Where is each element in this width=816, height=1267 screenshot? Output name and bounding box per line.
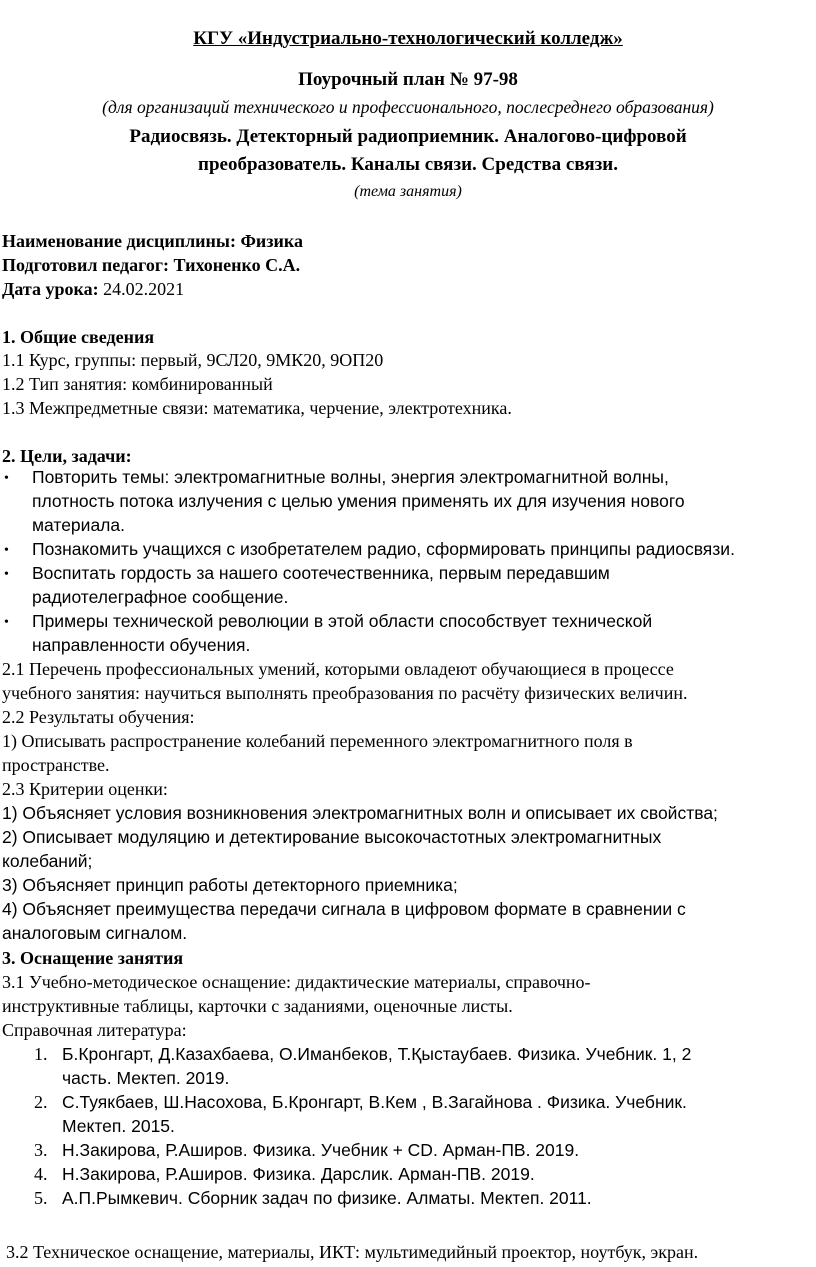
literature-number: 5. [34,1188,48,1208]
teacher: Подготовил педагог: Тихоненко С.А. [2,255,301,275]
p31-line: 3.1 Учебно-методическое оснащение: дидактические материалы, справочно- [2,972,591,992]
topic-line-2: преобразователь. Каналы связи. Средства связи. [198,154,618,175]
literature-line: часть. Мектеп. 2019. [62,1068,230,1088]
goal-bullet-line: радиотелеграфное сообщение. [32,587,289,607]
discipline: Наименование дисциплины: Физика [2,231,303,251]
section1-item: 1.3 Межпредметные связи: математика, черчение, электротехника. [2,398,512,418]
criterion-line: 4) Объясняет преимущества передачи сигнала в цифровом формате в сравнении с [2,899,686,919]
org-note: (для организаций технического и профессионального, послесреднего образования) [102,97,714,117]
bullet-marker: • [4,543,9,558]
criterion-line: колебаний; [2,851,93,871]
p31-line: инструктивные таблицы, карточки с заданиями, оценочные листы. [2,996,513,1016]
bullet-marker: • [4,471,9,486]
literature-line: А.П.Рымкевич. Сборник задач по физике. Алматы. Мектеп. 2011. [62,1188,592,1208]
section1-title: 1. Общие сведения [2,327,155,347]
section1-item: 1.2 Тип занятия: комбинированный [2,374,273,394]
literature-number: 2. [34,1092,48,1112]
literature-line: Б.Кронгарт, Д.Казахбаева, О.Иманбеков, Т.Қыстаубаев. Физика. Учебник. 1, 2 [62,1044,692,1064]
criterion-line: 3) Объясняет принцип работы детекторного приемника; [2,875,458,895]
p22-line: 1) Описывать распространение колебаний переменного электромагнитного поля в [2,731,633,751]
section3-title: 3. Оснащение занятия [2,948,184,968]
literature-line: Н.Закирова, Р.Аширов. Физика. Дарслик. Арман-ПВ. 2019. [62,1164,535,1184]
criterion-line: аналоговым сигналом. [2,923,188,943]
topic-line-1: Радиосвязь. Детекторный радиоприемник. Аналогово-цифровой [129,126,687,147]
plan-title: Поурочный план № 97-98 [298,69,518,90]
criterion-line: 2) Описывает модуляцию и детектирование высокочастотных электромагнитных [2,827,662,847]
section1-item: 1.1 Курс, группы: первый, 9СЛ20, 9МК20, 9ОП20 [2,350,384,370]
college-name: КГУ «Индустриально-технологический колледж» [193,28,623,49]
literature-line: Н.Закирова, Р.Аширов. Физика. Учебник + CD. Арман-ПВ. 2019. [62,1140,580,1160]
goal-bullet-line: материала. [32,515,125,535]
literature-line: Мектеп. 2015. [62,1116,175,1136]
literature-number: 3. [34,1140,48,1160]
p22-line: пространстве. [2,755,110,775]
goal-bullet-line: Примеры технической революции в этой области способствует технической [32,611,653,631]
goal-bullet-line: плотность потока излучения с целью умения применять их для изучения нового [32,491,685,511]
literature-number: 1. [34,1044,48,1064]
bullet-marker: • [4,567,9,582]
literature-line: С.Туякбаев, Ш.Насохова, Б.Кронгарт, В.Кем , В.Загайнова . Физика. Учебник. [62,1092,687,1112]
goal-bullet-line: Воспитать гордость за нашего соотечественника, первым передавшим [32,563,610,583]
bullet-marker: • [4,615,9,630]
p21-line: 2.1 Перечень профессиональных умений, которыми овладеют обучающиеся в процессе [2,659,674,679]
p23-title: 2.3 Критерии оценки: [2,779,168,799]
date-label: Дата урока: [2,279,99,299]
goal-bullet-line: Повторить темы: электромагнитные волны, энергия электромагнитной волны, [32,467,669,487]
lesson-date [2,279,184,300]
p32-line: 3.2 Техническое оснащение, материалы, ИКТ: мультимедийный проектор, ноутбук, экран. [6,1242,699,1262]
criterion-line: 1) Объясняет условия возникновения электромагнитных волн и описывает их свойства; [2,803,718,823]
section2-title: 2. Цели, задачи: [2,446,132,466]
goal-bullet-line: Познакомить учащихся с изобретателем радио, сформировать принципы радиосвязи. [32,539,735,559]
literature-number: 4. [34,1164,48,1184]
goal-bullet-line: направленности обучения. [32,635,251,655]
p21-line: учебного занятия: научиться выполнять преобразования по расчёту физических величин. [2,683,688,703]
topic-note: (тема занятия) [354,183,462,200]
literature-title: Справочная литература: [2,1020,187,1040]
p22-title: 2.2 Результаты обучения: [2,707,195,727]
date-value: 24.02.2021 [98,279,185,299]
